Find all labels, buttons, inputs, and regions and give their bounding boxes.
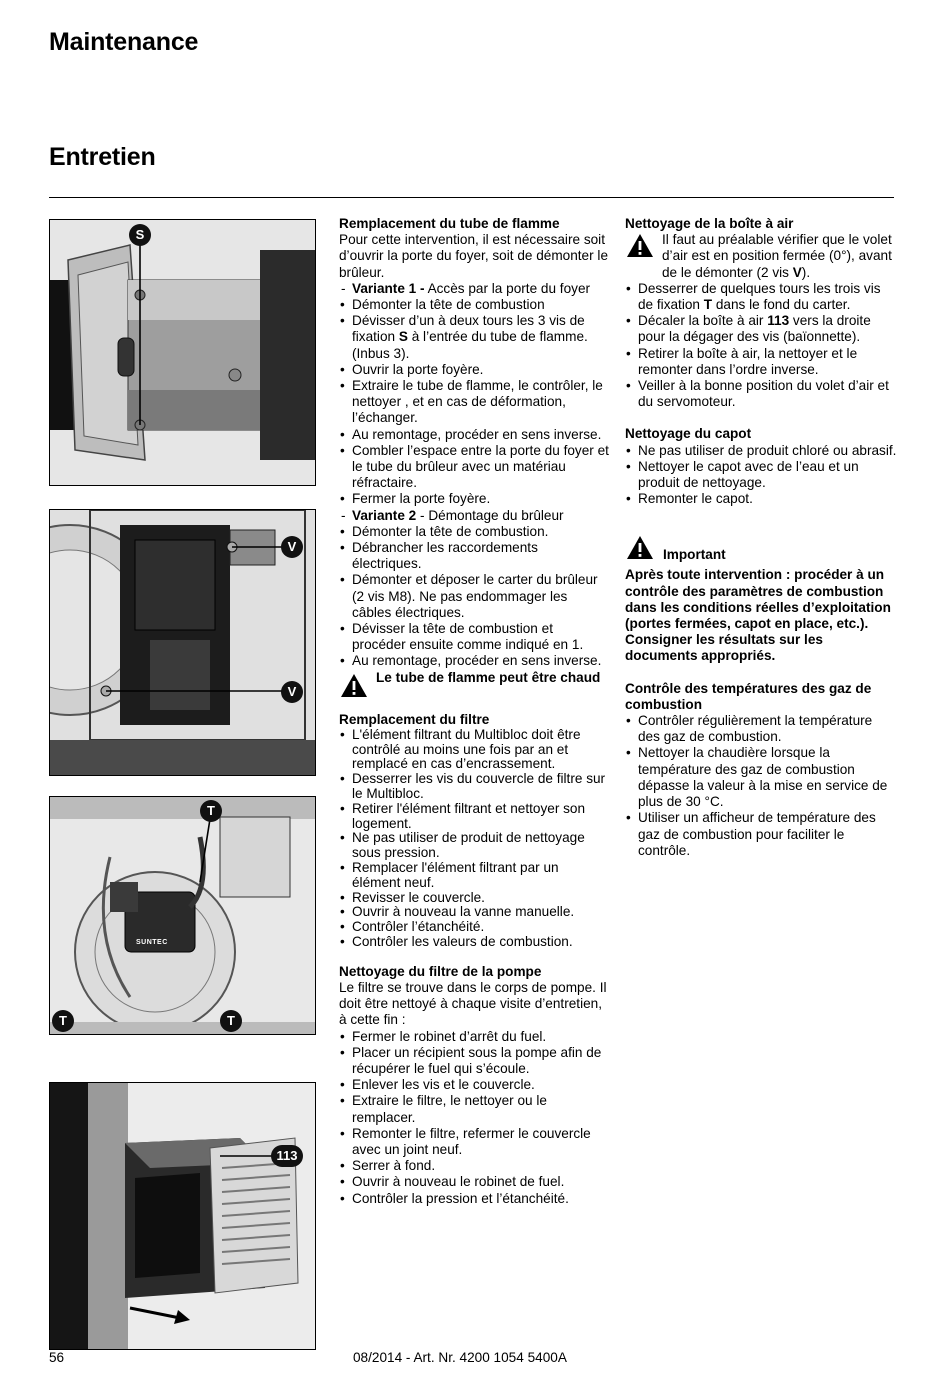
- list-item: • Fermer la porte foyère.: [339, 491, 609, 507]
- section-title: Maintenance: [49, 28, 199, 56]
- heading-pump-filter: Nettoyage du filtre de la pompe: [339, 963, 542, 979]
- page-title: Entretien: [49, 143, 156, 171]
- variant1-item: - Variante 1 - Accès par la porte du foyer: [339, 281, 609, 297]
- list-item: • Ouvrir à nouveau la vanne manuelle.: [339, 905, 609, 920]
- callout-v-top: V: [281, 536, 303, 558]
- list-item: • Fermer le robinet d’arrêt du fuel.: [339, 1029, 609, 1045]
- list-item: • Démonter la tête de combustion.: [339, 524, 609, 540]
- list-item: • Placer un récipient sous la pompe afin de récupérer le fuel qui s’écoule.: [339, 1045, 609, 1077]
- article-number: 08/2014 - Art. Nr. 4200 1054 5400A: [353, 1350, 567, 1365]
- callout-113: 113: [271, 1145, 303, 1167]
- important-text: Après toute intervention : procéder à un contrôle des paramètres de combustion dans les conditions réelles d’exploitation (portes fermées, capot en place, etc.). Consigner les résultats sur les documents appropriés.: [625, 567, 891, 664]
- list-item: • Ne pas utiliser de produit de nettoyage sous pression.: [339, 831, 609, 861]
- callout-v-bottom: V: [281, 681, 303, 703]
- list-item: • Combler l’espace entre la porte du foyer et le tube du brûleur avec un matériau réfractaire.: [339, 443, 609, 492]
- list-item: • L'élément filtrant du Multibloc doit être contrôlé au moins une fois par an et remplacé en cas d’encrassement.: [339, 728, 609, 772]
- pump-filter-intro: Le filtre se trouve dans le corps de pompe. Il doit être nettoyé à chaque visite d’entretien, à cette fin :: [339, 980, 607, 1028]
- list-item: • Nettoyer le capot avec de l’eau et un produit de nettoyage.: [625, 459, 897, 491]
- list-item: • Dévisser la tête de combustion et procéder ensuite comme indiqué en 1.: [339, 621, 609, 653]
- figure-pump-assembly: [49, 796, 316, 1035]
- list-item: • Dévisser d’un à deux tours les 3 vis de fixation S à l’entrée du tube de flamme. (Inbus 3).: [339, 313, 609, 362]
- list-item: • Extraire le filtre, le nettoyer ou le remplacer.: [339, 1093, 609, 1125]
- list-item: • Remonter le capot.: [625, 491, 897, 507]
- pump-brand-label: SUNTEC: [136, 939, 168, 946]
- list-item: • Au remontage, procéder en sens inverse.: [339, 427, 609, 443]
- list-item: • Démonter et déposer le carter du brûleur (2 vis M8). Ne pas endommager les câbles électriques.: [339, 572, 609, 621]
- title-divider: [49, 197, 894, 198]
- heading-cover: Nettoyage du capot: [625, 426, 752, 442]
- list-item: • Desserrer les vis du couvercle de filtre sur le Multibloc.: [339, 772, 609, 802]
- list-item: • Contrôler régulièrement la température des gaz de combustion.: [625, 713, 897, 745]
- warning-hot-tube: Le tube de flamme peut être chaud: [339, 670, 609, 700]
- list-item: • Retirer la boîte à air, la nettoyer et le remonter dans l’ordre inverse.: [625, 346, 897, 378]
- list-item: • Veiller à la bonne position du volet d’air et du servomoteur.: [625, 378, 897, 410]
- variant2-item: - Variante 2 - Démontage du brûleur: [339, 508, 609, 524]
- important-heading: Important: [625, 537, 897, 567]
- figure-burner-housing: [49, 509, 316, 776]
- warning-air-flap: Il faut au préalable vérifier que le volet d’air est en position fermée (0°), avant de le démonter (2 vis V).: [625, 232, 897, 281]
- flame-tube-intro: Pour cette intervention, il est nécessaire soit d’ouvrir la porte du foyer, soit de démonter le brûleur.: [339, 232, 609, 280]
- list-item: • Contrôler les valeurs de combustion.: [339, 935, 609, 950]
- figure-flame-tube: [49, 219, 316, 486]
- list-item: • Remonter le filtre, refermer le couvercle avec un joint neuf.: [339, 1126, 609, 1158]
- heading-flue-gas: Contrôle des températures des gaz de combustion: [625, 680, 872, 712]
- heading-flame-tube: Remplacement du tube de flamme: [339, 216, 560, 231]
- column-middle: [339, 216, 609, 1207]
- column-right: [625, 216, 897, 859]
- figure-air-box: [49, 1082, 316, 1350]
- list-item: • Enlever les vis et le couvercle.: [339, 1077, 609, 1093]
- list-item: • Nettoyer la chaudière lorsque la température des gaz de combustion dépasse la valeur à la mise en service de plus de 30 °C.: [625, 745, 897, 810]
- list-item: • Débrancher les raccordements électriques.: [339, 540, 609, 572]
- list-item: • Contrôler la pression et l’étanchéité.: [339, 1191, 609, 1207]
- list-item: • Utiliser un afficheur de température des gaz de combustion pour faciliter le contrôle.: [625, 810, 897, 859]
- list-item: • Desserrer de quelques tours les trois vis de fixation T dans le fond du carter.: [625, 281, 897, 313]
- list-item: • Serrer à fond.: [339, 1158, 609, 1174]
- list-item: • Extraire le tube de flamme, le contrôler, le nettoyer , et en cas de déformation, l’échanger.: [339, 378, 609, 427]
- list-item: • Ouvrir la porte foyère.: [339, 362, 609, 378]
- heading-filter: Remplacement du filtre: [339, 711, 490, 727]
- list-item: • Revisser le couvercle.: [339, 891, 609, 906]
- callout-t-right: T: [220, 1010, 242, 1032]
- callout-t-left: T: [52, 1010, 74, 1032]
- list-item: • Démonter la tête de combustion: [339, 297, 609, 313]
- warning-icon: [626, 535, 654, 560]
- list-item: • Contrôler l’étanchéité.: [339, 920, 609, 935]
- list-item: • Remplacer l'élément filtrant par un élément neuf.: [339, 861, 609, 891]
- list-item: • Au remontage, procéder en sens inverse.: [339, 653, 609, 669]
- list-item: • Retirer l'élément filtrant et nettoyer son logement.: [339, 802, 609, 832]
- warning-icon: [626, 233, 654, 258]
- page-number: 56: [49, 1350, 65, 1365]
- list-item: • Ne pas utiliser de produit chloré ou abrasif.: [625, 443, 897, 459]
- heading-air-box: Nettoyage de la boîte à air: [625, 216, 794, 231]
- list-item: • Décaler la boîte à air 113 vers la droite pour la dégager des vis (baïonnette).: [625, 313, 897, 345]
- warning-icon: [340, 673, 368, 698]
- list-item: • Ouvrir à nouveau le robinet de fuel.: [339, 1174, 609, 1190]
- callout-s: S: [129, 224, 151, 246]
- callout-t-top: T: [200, 800, 222, 822]
